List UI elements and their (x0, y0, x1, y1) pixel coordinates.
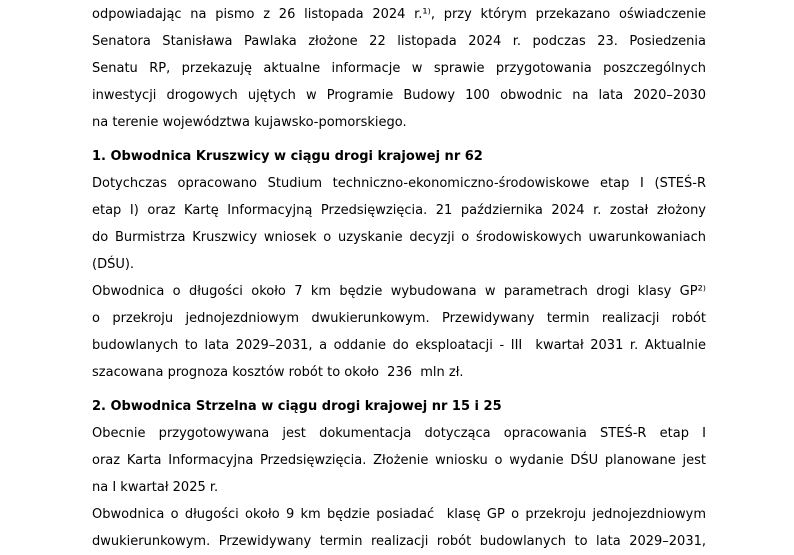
paragraph-line: na I kwartał 2025 r. (92, 480, 219, 495)
paragraph-line: Obwodnica o długości około 7 km będzie wybudowana w parametrach drogi klasy GP²⁾ (92, 284, 706, 299)
section-heading: 2. Obwodnica Strzelna w ciągu drogi krajowej nr 15 i 25 (92, 399, 502, 414)
paragraph-line: Obwodnica o długości około 9 km będzie posiadać klasę GP o przekroju jednojezdniowym (92, 507, 706, 522)
paragraph (92, 420, 706, 501)
paragraph-line: o przekroju jednojezdniowym dwukierunkowym. Przewidywany termin realizacji robót (92, 311, 706, 326)
paragraph-line: Senatu RP, przekazuję aktualne informacje w sprawie przygotowania poszczególnych (92, 61, 706, 76)
paragraph (92, 501, 706, 555)
section-heading: 1. Obwodnica Kruszwicy w ciągu drogi krajowej nr 62 (92, 149, 483, 164)
paragraph-line: Obecnie przygotowywana jest dokumentacja dotycząca opracowania STEŚ-R etap I (92, 426, 706, 441)
paragraph (92, 170, 706, 278)
paragraph-line: inwestycji drogowych ujętych w Programie Budowy 100 obwodnic na lata 2020–2030 (92, 88, 706, 103)
paragraph-line: (DŚU). (92, 257, 135, 272)
paragraph-line: szacowana prognoza kosztów robót to około 236 mln zł. (92, 365, 464, 380)
paragraph-line: Dotychczas opracowano Studium techniczno-ekonomiczno-środowiskowe etap I (STEŚ-R (92, 176, 706, 191)
paragraph-line: Senatora Stanisława Pawlaka złożone 22 listopada 2024 r. podczas 23. Posiedzenia (92, 34, 706, 49)
paragraph-line: na terenie województwa kujawsko-pomorskiego. (92, 115, 407, 130)
paragraph-line: do Burmistrza Kruszwicy wniosek o uzyskanie decyzji o środowiskowych uwarunkowaniach (92, 230, 706, 245)
paragraph (92, 1, 706, 136)
paragraph-line: budowlanych to lata 2029–2031, a oddanie do eksploatacji - III kwartał 2031 r. Aktualnie (92, 338, 706, 353)
paragraph-line: dwukierunkowym. Przewidywany termin realizacji robót budowlanych to lata 2029–2031, (92, 534, 706, 549)
paragraph-line: oraz Karta Informacyjna Przedsięwzięcia. Złożenie wniosku o wydanie DŚU planowane jest (92, 453, 706, 468)
paragraph (92, 278, 706, 386)
paragraph-line: odpowiadając na pismo z 26 listopada 2024 r.¹⁾, przy którym przekazano oświadczenie (92, 7, 706, 22)
paragraph-line: etap I) oraz Kartę Informacyjną Przedsięwzięcia. 21 października 2024 r. został złożony (92, 203, 706, 218)
